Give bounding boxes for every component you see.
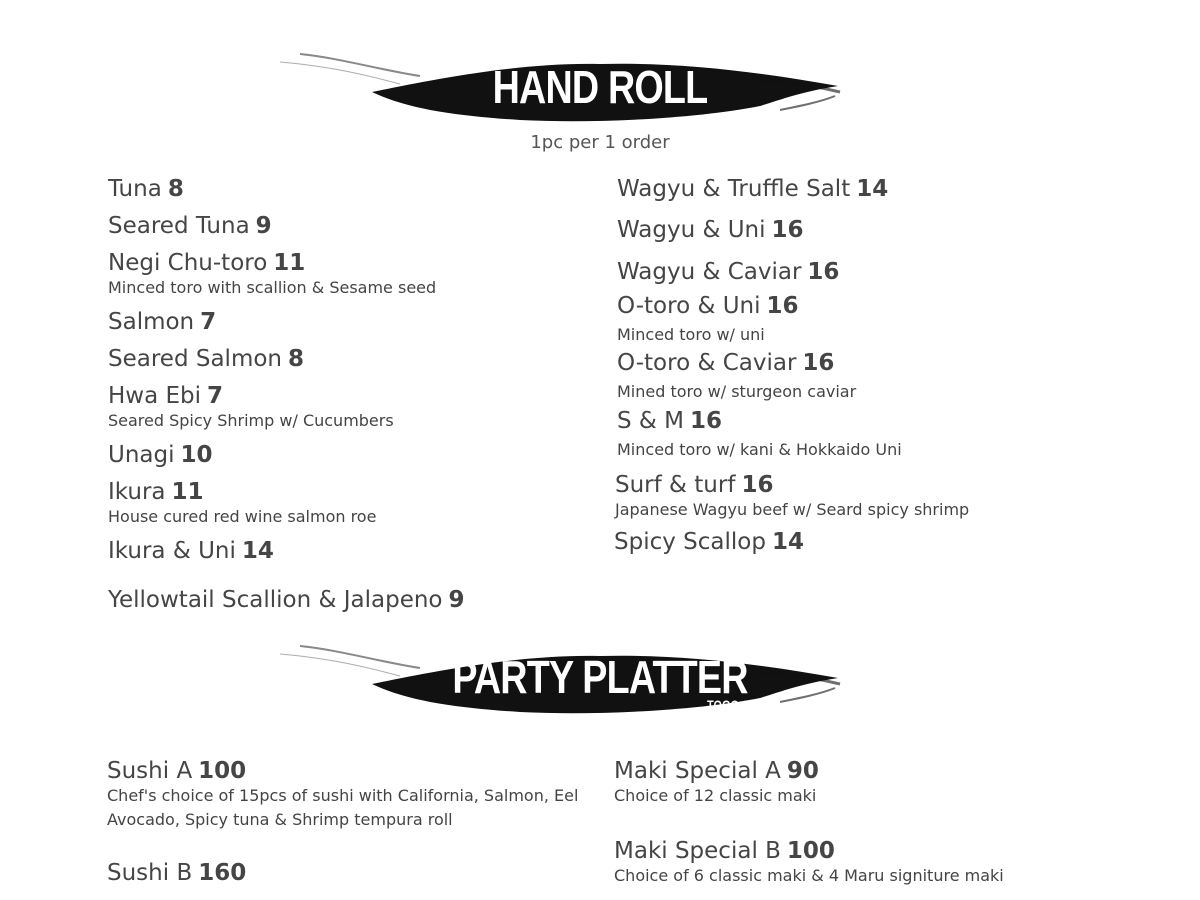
item-name: Seared Tuna	[108, 213, 250, 239]
menu-item	[107, 860, 246, 886]
menu-item	[108, 383, 394, 433]
item-description: Choice of 12 classic maki	[614, 786, 817, 805]
item-price: 14	[771, 529, 804, 555]
item-name: Wagyu & Truffle Salt	[617, 176, 851, 202]
item-description: Seared Spicy Shrimp w/ Cucumbers	[108, 411, 394, 430]
item-description: House cured red wine salmon roe	[108, 507, 377, 526]
item-price: 7	[200, 309, 217, 335]
item-description: Mined toro w/ sturgeon caviar	[617, 382, 857, 401]
item-price: 16	[766, 293, 799, 319]
item-description: Japanese Wagyu beef w/ Seard spicy shrimp	[615, 500, 970, 519]
item-name: Salmon	[108, 309, 195, 335]
menu-item	[108, 176, 184, 202]
item-description: Chef's choice of 15pcs of sushi with California, Salmon, Eel	[107, 786, 579, 805]
item-price: 9	[448, 587, 465, 613]
hand-roll-subtitle: 1pc per 1 order	[530, 132, 670, 153]
item-name: O-toro & Uni	[617, 293, 761, 319]
item-name: Wagyu & Caviar	[617, 259, 802, 285]
menu-item	[617, 217, 804, 243]
menu-item	[108, 442, 213, 468]
item-name: Negi Chu-toro	[108, 250, 268, 276]
item-name: Sushi A	[107, 758, 193, 784]
menu-item	[615, 472, 969, 522]
item-price: 100	[198, 758, 247, 784]
menu-item	[617, 259, 839, 285]
menu-item	[614, 758, 819, 808]
item-name: Yellowtail Scallion & Jalapeno	[108, 587, 443, 613]
item-name: Maki Special B	[614, 838, 781, 864]
item-name: Tuna	[108, 176, 162, 202]
item-description: Minced toro w/ uni	[617, 325, 765, 344]
menu-item	[617, 408, 902, 462]
section-title-hand-roll: HAND ROLL	[492, 61, 708, 113]
menu-item	[617, 176, 888, 202]
item-description: Minced toro with scallion & Sesame seed	[108, 278, 437, 297]
hand-roll-banner	[0, 40, 1200, 130]
item-name: Hwa Ebi	[108, 383, 202, 409]
item-price: 14	[241, 538, 274, 564]
menu-item	[108, 587, 465, 613]
item-price: 16	[771, 217, 804, 243]
party-platter-banner	[0, 632, 1200, 722]
item-price: 16	[807, 259, 840, 285]
item-price: 9	[255, 213, 272, 239]
togo-only-badge: TOGO ONLY	[707, 697, 772, 713]
item-price: 10	[180, 442, 213, 468]
item-name: Spicy Scallop	[614, 529, 766, 555]
item-price: 8	[167, 176, 184, 202]
item-description: Minced toro w/ kani & Hokkaido Uni	[617, 440, 902, 459]
item-description: Choice of 6 classic maki & 4 Maru signiture maki	[614, 866, 1004, 885]
item-price: 8	[288, 346, 305, 372]
menu-item	[614, 838, 1004, 888]
item-description-line-2: Avocado, Spicy tuna & Shrimp tempura roll	[107, 810, 453, 829]
item-name: Unagi	[108, 442, 175, 468]
menu-item	[108, 250, 436, 300]
menu-item	[108, 479, 376, 529]
menu-item	[107, 758, 578, 832]
item-name: Surf & turf	[615, 472, 736, 498]
item-name: Maki Special A	[614, 758, 781, 784]
item-price: 100	[786, 838, 835, 864]
item-name: Ikura	[108, 479, 166, 505]
item-name: Wagyu & Uni	[617, 217, 766, 243]
item-name: Sushi B	[107, 860, 193, 886]
item-name: Seared Salmon	[108, 346, 282, 372]
menu-item	[108, 538, 274, 564]
menu-item	[108, 213, 272, 239]
item-price: 160	[198, 860, 247, 886]
item-name: Ikura & Uni	[108, 538, 236, 564]
menu-item	[617, 293, 799, 347]
menu-item	[108, 309, 216, 335]
section-title-party-platter: PARTY PLATTER	[452, 651, 748, 703]
item-price: 16	[690, 408, 723, 434]
item-price: 16	[741, 472, 774, 498]
item-name: O-toro & Caviar	[617, 350, 797, 376]
item-price: 7	[207, 383, 224, 409]
menu-item	[614, 529, 804, 555]
menu-item	[108, 346, 304, 372]
item-price: 11	[171, 479, 204, 505]
item-price: 14	[856, 176, 889, 202]
item-price: 11	[273, 250, 306, 276]
menu-item	[617, 350, 856, 404]
item-price: 16	[802, 350, 835, 376]
item-name: S & M	[617, 408, 685, 434]
item-price: 90	[786, 758, 819, 784]
